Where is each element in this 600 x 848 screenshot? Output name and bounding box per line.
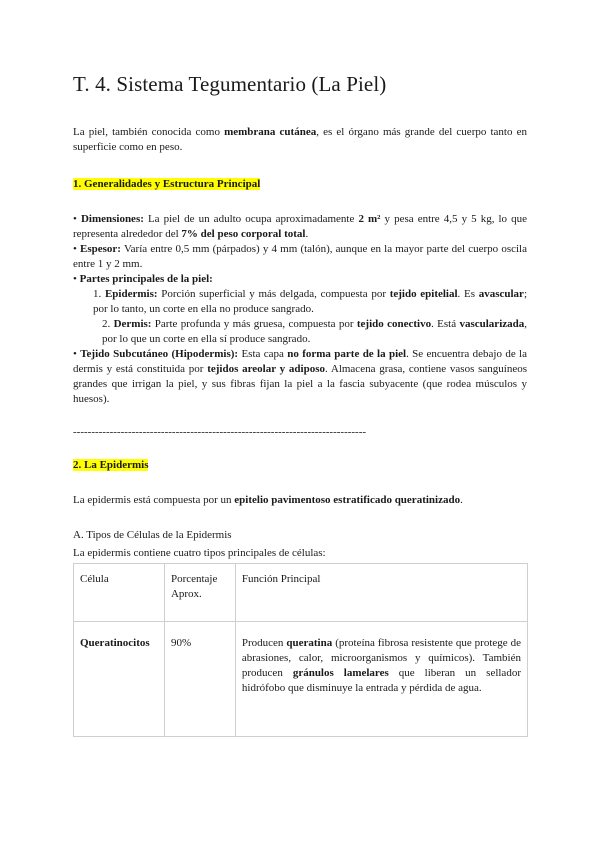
partes-label: Partes principales de la piel:	[79, 273, 213, 285]
dimensiones-bold-1: 2 m²	[358, 213, 381, 225]
subcutaneo-bold-1: no forma parte de la piel	[287, 348, 407, 360]
dermis-text-1: Parte profunda y más gruesa, compuesta por	[151, 318, 357, 330]
subcutaneo-text-3: . Almacena grasa, contiene vasos sanguíneos grandes que irrigan la piel, y sus fibras fijan la piel a la fascia subyacente (que rodea músculos y huesos).	[73, 363, 527, 405]
epidermis-paragraph	[73, 493, 527, 508]
epidermis-text-3: ; por lo tanto, un corte en ella no produce sangrado.	[93, 288, 528, 315]
header-porcentaje: Porcentaje Aprox.	[164, 564, 235, 622]
cell-types-table	[73, 563, 528, 737]
dimensiones-label: Dimensiones:	[80, 213, 144, 225]
section2-heading-wrap	[73, 458, 527, 473]
bullet-icon: •	[73, 243, 77, 255]
dermis-label: Dermis:	[113, 318, 152, 330]
bullet-icon: •	[73, 273, 77, 285]
function-bold-1: queratina	[286, 637, 333, 649]
intro-text-1: La piel, también conocida como	[73, 126, 225, 138]
table-row	[74, 622, 528, 737]
subsection-heading: A. Tipos de Células de la Epidermis	[73, 529, 232, 541]
section2-heading: 2. La Epidermis	[73, 459, 149, 471]
epidermis-bold-1: tejido epitelial	[389, 288, 458, 300]
epidermis-label: Epidermis:	[104, 288, 158, 300]
cell-function	[235, 622, 527, 737]
espesor-text: Varía entre 0,5 mm (párpados) y 4 mm (talón), aunque en la mayor parte del cuerpo oscila entre 1 y 2 mm.	[73, 243, 527, 270]
function-bold-2: gránulos lamelares	[292, 667, 389, 679]
dimensiones-bold-2: 7% del peso corporal total	[181, 228, 306, 240]
subcutaneo-bold-2: tejidos areolar y adiposo	[207, 363, 325, 375]
epidermis-paragraph-text-2: .	[460, 494, 463, 506]
dimensiones-item	[73, 212, 527, 242]
intro-paragraph	[73, 125, 527, 155]
subcutaneo-item	[73, 347, 527, 407]
espesor-label: Espesor:	[80, 243, 121, 255]
dermis-text-3: , por lo que un corte en ella sí produce sangrado.	[102, 318, 527, 345]
dermis-bold-1: tejido conectivo	[356, 318, 432, 330]
section1-heading: 1. Generalidades y Estructura Principal	[73, 178, 261, 190]
bullet-icon: •	[73, 348, 77, 360]
bullet-icon: •	[73, 213, 77, 225]
dermis-bold-2: vascularizada	[459, 318, 525, 330]
separator-line: --------------------------------------------------------------------------------	[73, 426, 367, 438]
function-text-1: Producen	[241, 637, 287, 649]
header-celula: Célula	[74, 564, 165, 622]
table-header-row	[74, 564, 528, 622]
intro-bold-term: membrana cutánea	[224, 126, 317, 138]
espesor-item	[73, 242, 527, 272]
intro-text-2: , es el órgano más grande del cuerpo tanto en superficie como en peso.	[73, 126, 527, 153]
epidermis-paragraph-bold: epitelio pavimentoso estratificado queratinizado	[234, 494, 461, 506]
partes-item	[73, 272, 527, 287]
subcutaneo-text-1: Esta capa	[238, 348, 288, 360]
dimensiones-text-2: y pesa entre 4,5 y 5 kg, lo que representa alrededor del	[73, 213, 528, 240]
cell-percentage: 90%	[164, 622, 235, 737]
section1-content	[73, 212, 527, 407]
epidermis-bold-2: avascular	[478, 288, 524, 300]
epidermis-text-1: Porción superficial y más delgada, compuesta por	[157, 288, 390, 300]
subcutaneo-label: Tejido Subcutáneo (Hipodermis):	[80, 348, 239, 360]
table-intro: La epidermis contiene cuatro tipos principales de células:	[73, 547, 326, 559]
function-text-3: que liberan un sellador hidrófobo que disminuye la entrada y pérdida de agua.	[241, 667, 521, 694]
dermis-item	[73, 317, 527, 347]
cell-name	[74, 622, 165, 737]
epidermis-number: 1.	[93, 288, 105, 300]
page-title: T. 4. Sistema Tegumentario (La Piel)	[73, 72, 387, 96]
section1-heading-wrap	[73, 177, 527, 192]
dermis-text-2: . Está	[431, 318, 460, 330]
epidermis-text-2: . Es	[457, 288, 479, 300]
subcutaneo-text-2: . Se encuentra debajo de la dermis y está constituida por	[73, 348, 527, 375]
dermis-number: 2.	[102, 318, 114, 330]
epidermis-paragraph-text-1: La epidermis está compuesta por un	[73, 494, 235, 506]
cell-name-text: Queratinocitos	[80, 637, 150, 649]
epidermis-item	[73, 287, 527, 317]
dimensiones-text-3: .	[305, 228, 309, 240]
dimensiones-text-1: La piel de un adulto ocupa aproximadamente	[143, 213, 359, 225]
function-text-2: (proteína fibrosa resistente que protege de abrasiones, calor, microorganismos y químicos). También producen	[241, 637, 521, 679]
header-funcion: Función Principal	[235, 564, 527, 622]
